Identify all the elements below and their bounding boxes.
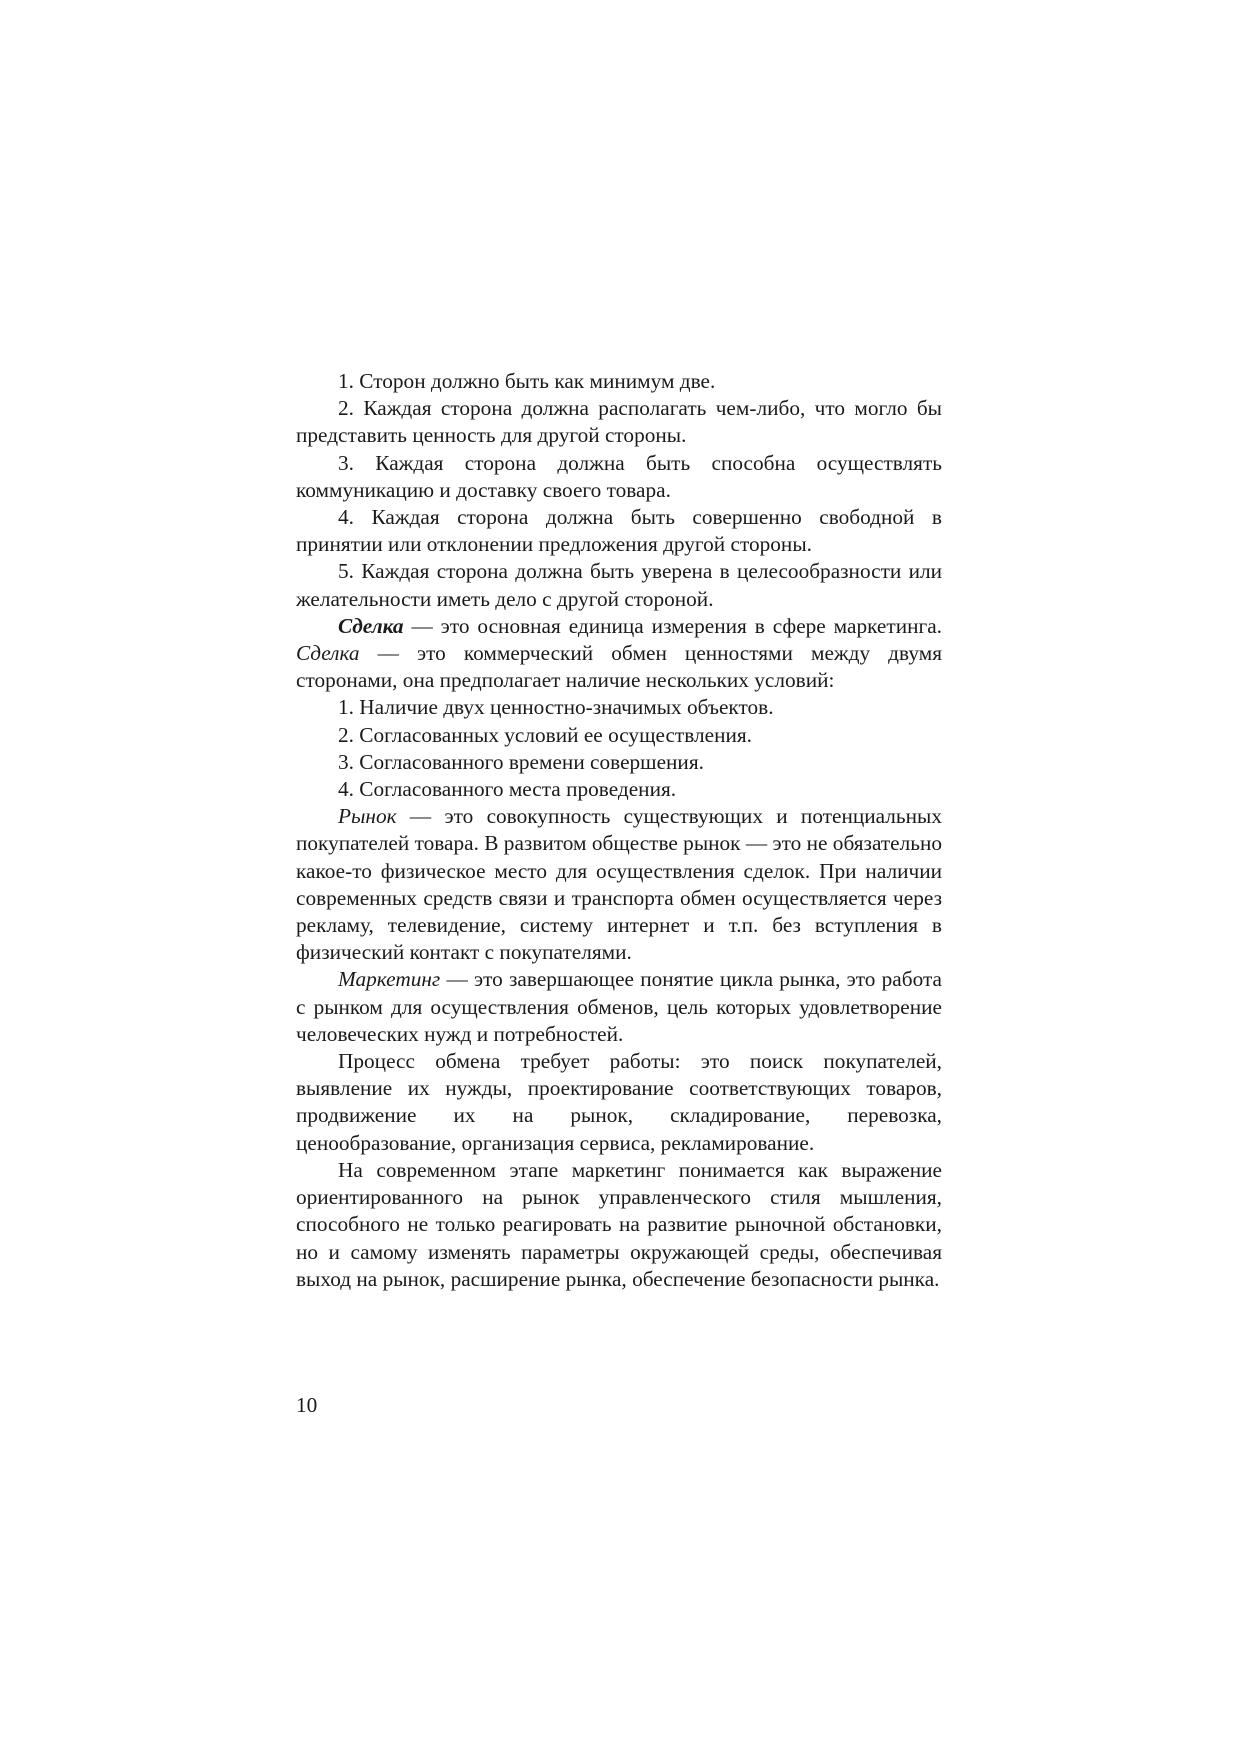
deal-condition-1: 1. Наличие двух ценностно-значимых объектов. bbox=[338, 695, 774, 720]
condition-item-5: 5. Каждая сторона должна быть уверена в целесообразности или желательности иметь дело с другой стороной. bbox=[296, 559, 942, 611]
modern-paragraph: На современном этапе маркетинг понимается как выражение ориентированного на рынок управленческого стиля мышления, способного не только реагировать на развитие рыночной обстановки, но и самому изменять параметры окружающей среды, обеспечивая выход на рынок, расширение рынка, обеспечение безопасности рынка. bbox=[296, 1157, 942, 1291]
market-definition: — это совокупность существующих и потенциальных покупателей товара. В развитом обществе рынок — это не обязательно какое-то физическое место для осуществления сделок. При наличии современных средств связи и транспорта обмен осуществляется через рекламу, телевидение, систему интернет и т.п. без вступления в физический контакт с покупателями. bbox=[296, 804, 942, 965]
marketing-definition: — это завершающее понятие цикла рынка, это работа с рынком для осуществления обменов, цель которых удовлетворение человеческих нужд и потребностей. bbox=[296, 967, 942, 1046]
page-body bbox=[296, 368, 942, 1293]
market-paragraph bbox=[296, 803, 942, 966]
condition-item-4: 4. Каждая сторона должна быть совершенно свободной в принятии или отклонении предложения другой стороны. bbox=[296, 505, 942, 557]
marketing-paragraph bbox=[296, 966, 942, 1048]
condition-item-2: 2. Каждая сторона должна располагать чем-либо, что могло бы представить ценность для другой стороны. bbox=[296, 396, 942, 448]
deal-definition-2: — это коммерческий обмен ценностями между двумя сторонами, она предполагает наличие нескольких условий: bbox=[296, 641, 942, 693]
deal-definition: — это основная единица измерения в сфере маркетинга. bbox=[403, 613, 942, 638]
marketing-term: Маркетинг bbox=[338, 967, 441, 992]
deal-condition-3: 3. Согласованного времени совершения. bbox=[338, 749, 704, 774]
deal-term-2: Сделка bbox=[296, 641, 360, 666]
deal-term: Сделка bbox=[338, 613, 404, 638]
exchange-paragraph: Процесс обмена требует работы: это поиск покупателей, выявление их нужды, проектирование соответствующих товаров, продвижение их на рынок, складирование, перевозка, ценообразование, организация сервиса, рекламирование. bbox=[296, 1049, 942, 1155]
deal-condition-4: 4. Согласованного места проведения. bbox=[338, 777, 677, 802]
deal-condition-2: 2. Согласованных условий ее осуществления. bbox=[338, 722, 752, 747]
condition-item-1: 1. Сторон должно быть как минимум две. bbox=[338, 369, 716, 393]
deal-paragraph bbox=[296, 613, 942, 695]
market-term: Рынок bbox=[338, 804, 397, 829]
condition-item-3: 3. Каждая сторона должна быть способна осуществлять коммуникацию и доставку своего товара. bbox=[296, 450, 942, 502]
page-number: 10 bbox=[296, 1393, 318, 1417]
